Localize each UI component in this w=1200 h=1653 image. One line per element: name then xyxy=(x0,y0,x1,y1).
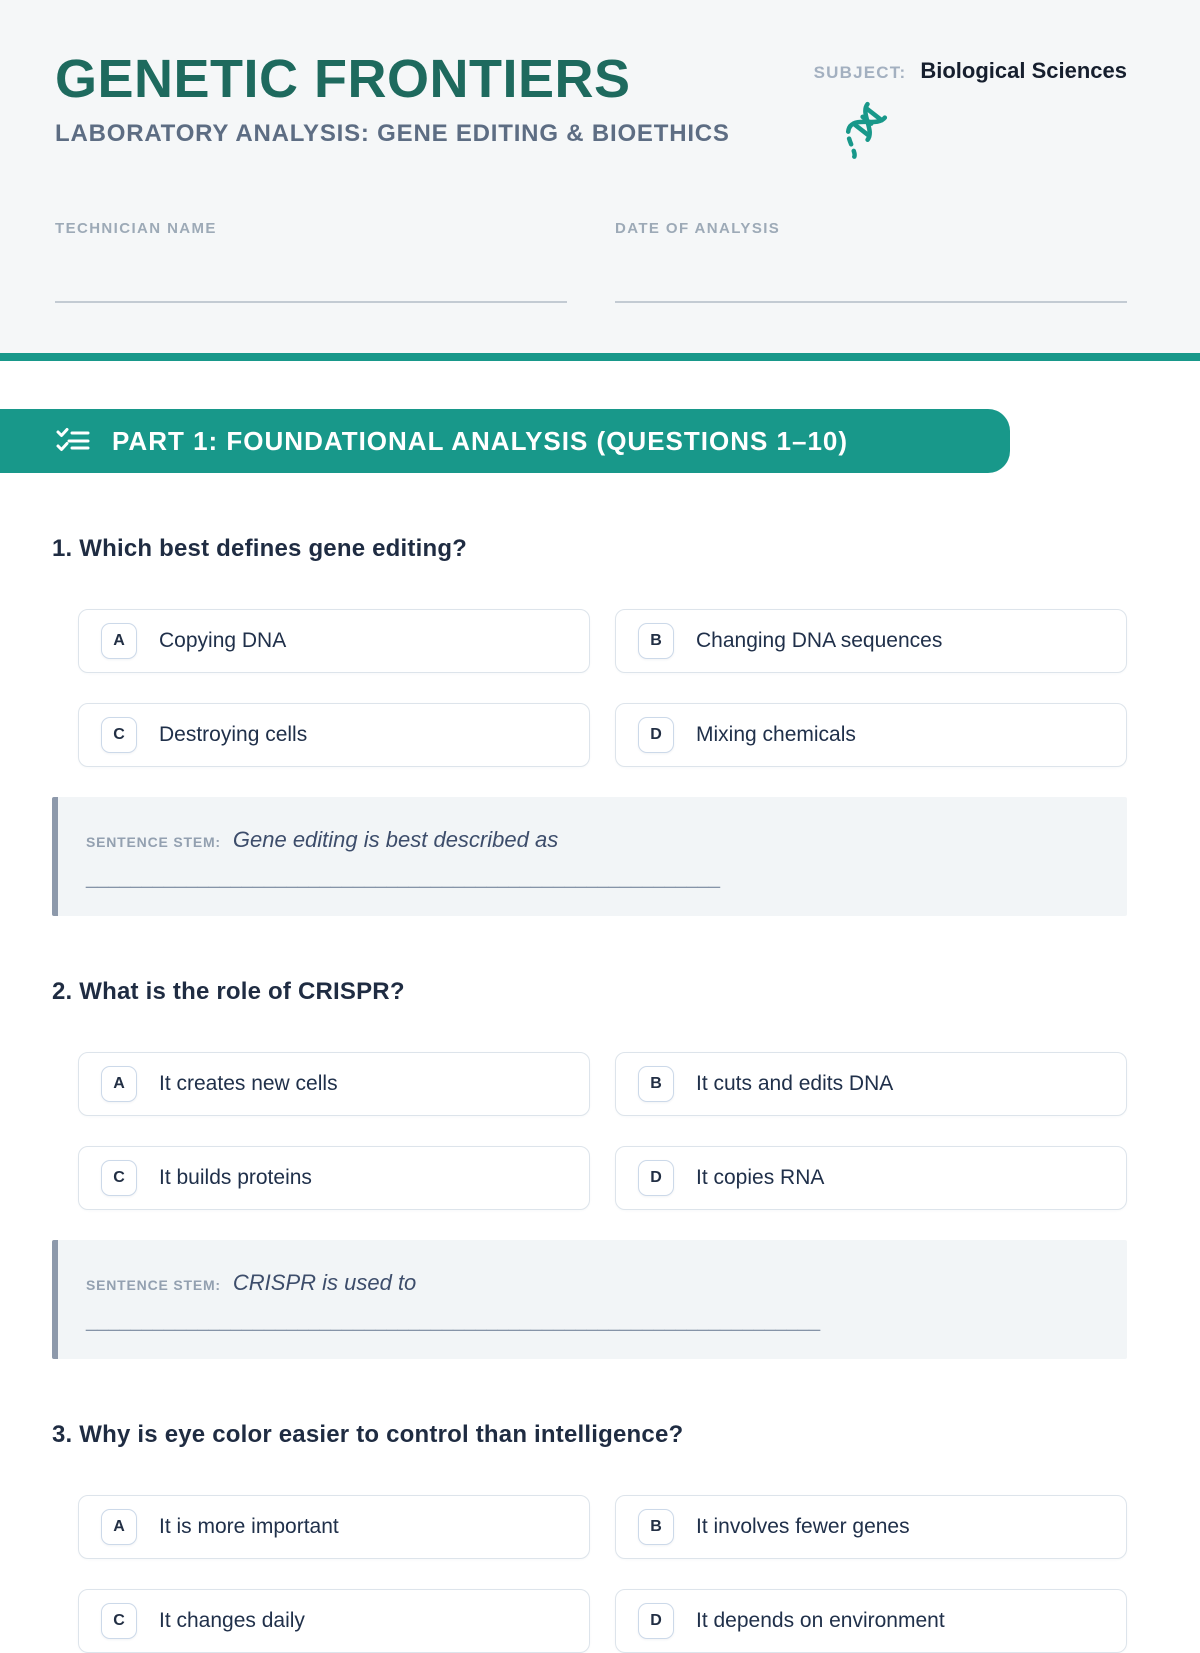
option-label: It creates new cells xyxy=(159,1072,338,1095)
option-letter-badge: B xyxy=(638,1066,674,1102)
option-letter-badge: A xyxy=(101,1509,137,1545)
technician-name-label: TECHNICIAN NAME xyxy=(55,220,217,237)
part-1-banner xyxy=(0,409,1010,473)
subject-label: SUBJECT: xyxy=(813,63,907,82)
option-letter-badge: D xyxy=(638,717,674,753)
option-label: Mixing chemicals xyxy=(696,723,856,746)
subject-block xyxy=(814,52,1127,158)
option-letter-badge: D xyxy=(638,1160,674,1196)
question-1-option-d[interactable] xyxy=(615,703,1127,767)
option-label: Changing DNA sequences xyxy=(696,629,943,652)
option-letter-badge: A xyxy=(101,1066,137,1102)
question-2-sentence-stem xyxy=(52,1240,1127,1359)
question-1-options xyxy=(78,609,1127,767)
question-2-option-c[interactable] xyxy=(78,1146,590,1210)
option-label: Copying DNA xyxy=(159,629,287,652)
option-letter-badge: B xyxy=(638,623,674,659)
option-letter-badge: C xyxy=(101,717,137,753)
option-label: It changes daily xyxy=(159,1609,305,1632)
question-2-option-d[interactable] xyxy=(615,1146,1127,1210)
option-label: It is more important xyxy=(159,1515,339,1538)
header-fields xyxy=(55,220,1127,303)
date-of-analysis-label: DATE OF ANALYSIS xyxy=(615,220,781,237)
worksheet-header xyxy=(0,0,1200,353)
option-letter-badge: D xyxy=(638,1603,674,1639)
option-letter-badge: C xyxy=(101,1603,137,1639)
page-subtitle: LABORATORY ANALYSIS: GENE EDITING & BIOETHICS xyxy=(55,120,730,147)
option-letter-badge: B xyxy=(638,1509,674,1545)
question-1-heading: 1. Which best defines gene editing? xyxy=(52,535,468,562)
option-label: It cuts and edits DNA xyxy=(696,1072,894,1095)
option-label: Destroying cells xyxy=(159,723,308,746)
teal-divider xyxy=(0,353,1200,361)
question-1-sentence-stem xyxy=(52,797,1127,916)
question-1-option-a[interactable] xyxy=(78,609,590,673)
question-2-options xyxy=(78,1052,1127,1210)
technician-name-field xyxy=(55,220,567,303)
date-of-analysis-input-line[interactable] xyxy=(615,301,1127,303)
question-3-option-b[interactable] xyxy=(615,1495,1127,1559)
date-of-analysis-field xyxy=(615,220,1127,303)
sentence-stem-text: CRISPR is used to xyxy=(232,1270,417,1295)
sentence-stem-label: SENTENCE STEM: xyxy=(86,834,221,850)
question-3-option-d[interactable] xyxy=(615,1589,1127,1653)
part-1-title: PART 1: FOUNDATIONAL ANALYSIS (QUESTIONS 1–10) xyxy=(112,425,849,456)
question-3-heading: 3. Why is eye color easier to control than intelligence? xyxy=(52,1421,684,1448)
question-1 xyxy=(52,535,1127,916)
question-1-option-c[interactable] xyxy=(78,703,590,767)
option-letter-badge: C xyxy=(101,1160,137,1196)
question-2-option-b[interactable] xyxy=(615,1052,1127,1116)
question-3-options xyxy=(78,1495,1127,1653)
sentence-stem-blank-line[interactable]: _________________________________________________________ xyxy=(86,867,721,889)
technician-name-input-line[interactable] xyxy=(55,301,567,303)
subject-value: Biological Sciences xyxy=(920,58,1127,83)
dna-icon xyxy=(837,100,887,158)
sentence-stem-blank-line[interactable]: __________________________________________________________________ xyxy=(86,1310,821,1332)
question-1-option-b[interactable] xyxy=(615,609,1127,673)
option-label: It depends on environment xyxy=(696,1609,945,1632)
question-3-option-a[interactable] xyxy=(78,1495,590,1559)
sentence-stem-text: Gene editing is best described as xyxy=(232,827,559,852)
option-label: It builds proteins xyxy=(159,1166,312,1189)
option-label: It copies RNA xyxy=(696,1166,825,1189)
checklist-icon xyxy=(56,426,90,456)
option-label: It involves fewer genes xyxy=(696,1515,910,1538)
question-2-option-a[interactable] xyxy=(78,1052,590,1116)
sentence-stem-label: SENTENCE STEM: xyxy=(86,1277,221,1293)
question-2 xyxy=(52,978,1127,1359)
title-block xyxy=(55,49,730,148)
question-3-option-c[interactable] xyxy=(78,1589,590,1653)
question-3 xyxy=(52,1421,1127,1653)
questions-area xyxy=(0,535,1200,1653)
page-title: GENETIC FRONTIERS xyxy=(55,49,631,109)
option-letter-badge: A xyxy=(101,623,137,659)
question-2-heading: 2. What is the role of CRISPR? xyxy=(52,978,405,1005)
